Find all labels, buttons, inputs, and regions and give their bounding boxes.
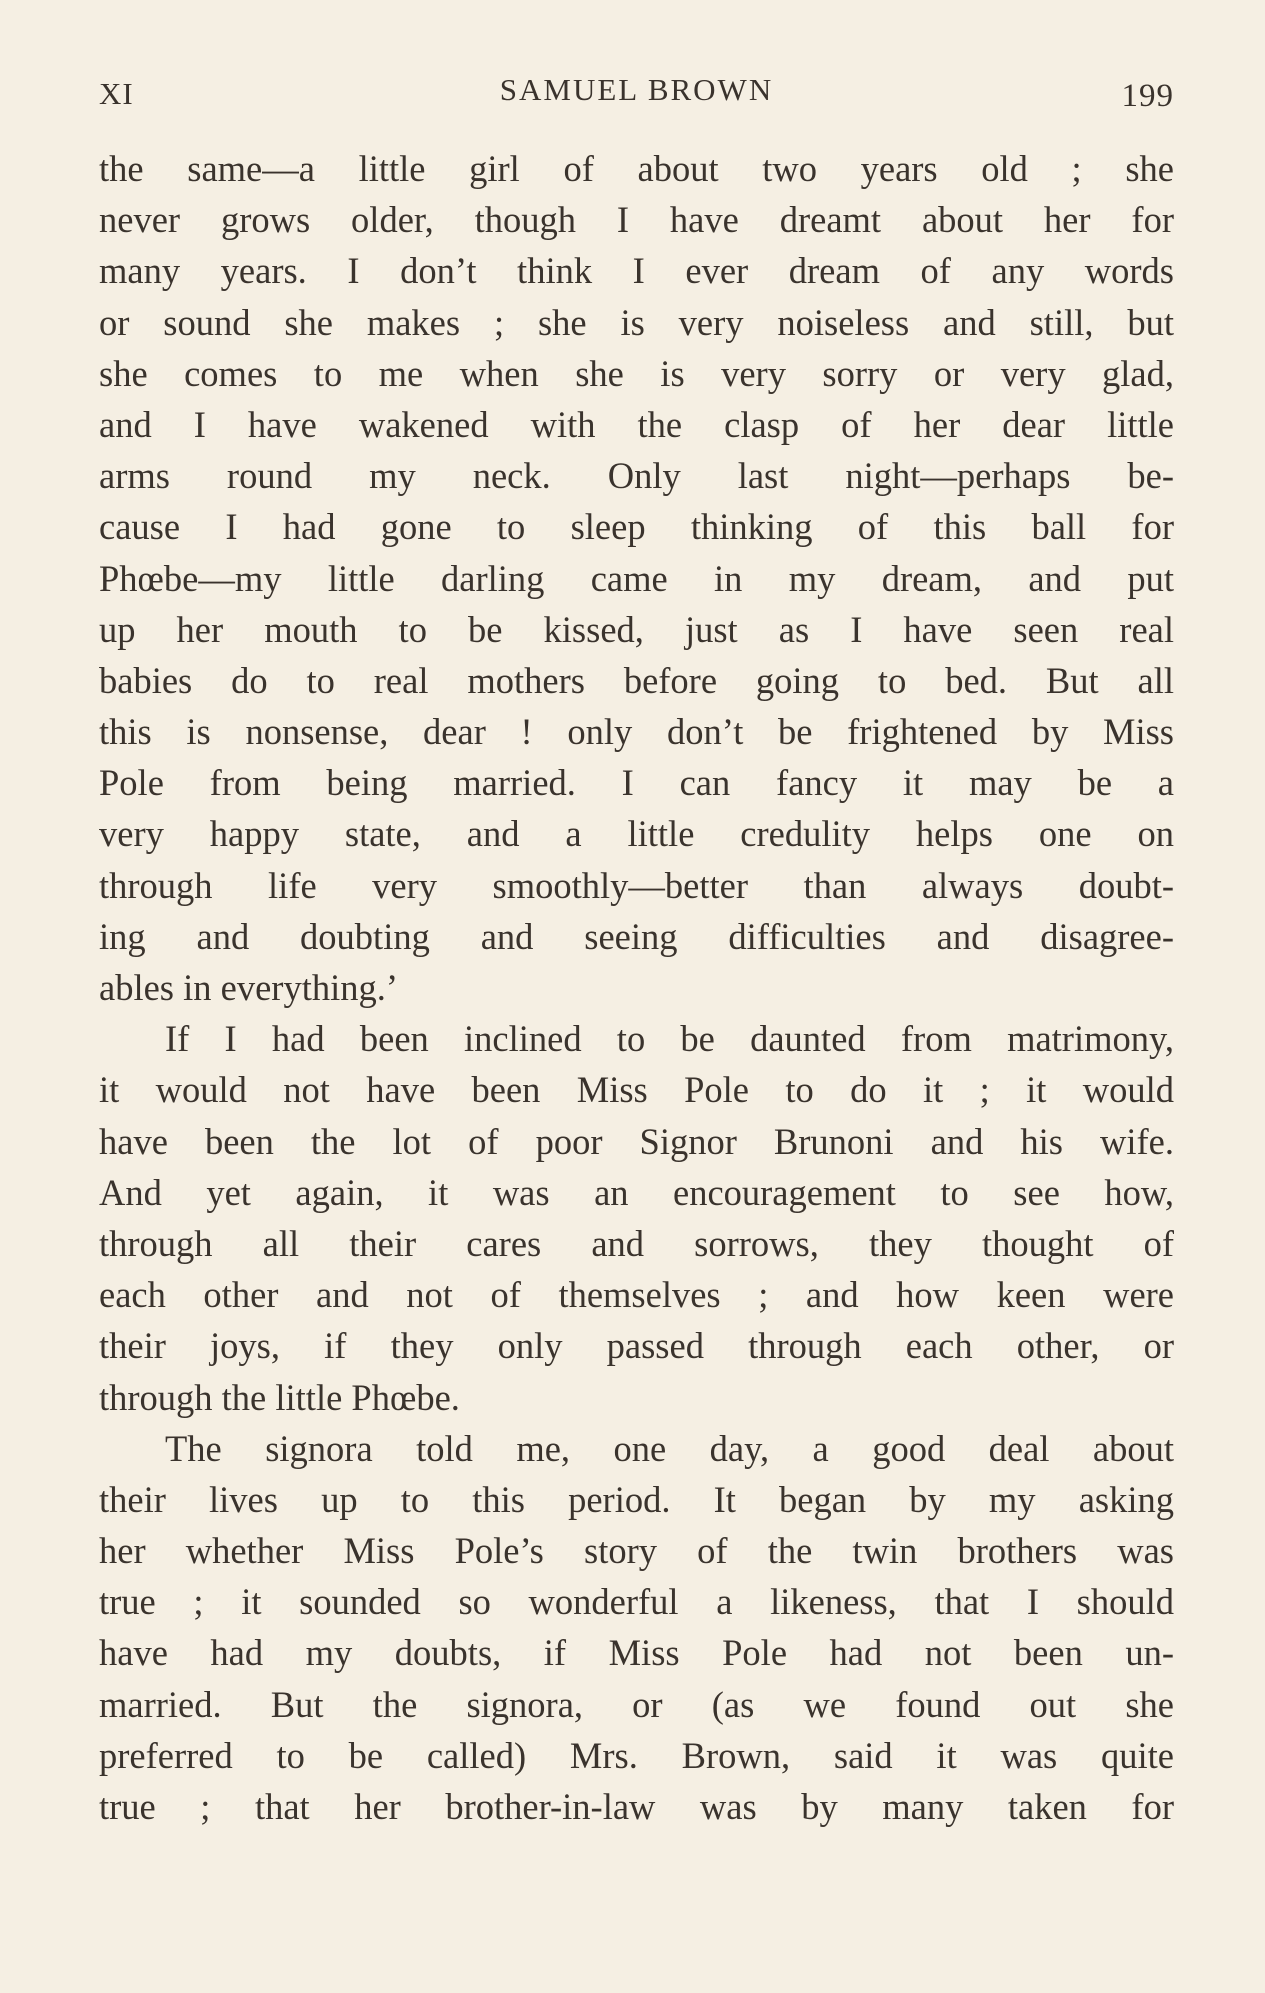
running-head	[99, 70, 1174, 116]
running-title: SAMUEL BROWN	[499, 72, 774, 107]
text-line: true ; it sounded so wonderful a likeness, that I should	[99, 1581, 1174, 1623]
text-line: arms round my neck. Only last night—perhaps be-	[99, 455, 1174, 497]
text-line: up her mouth to be kissed, just as I have seen real	[99, 608, 1174, 650]
text-line: many years. I don’t think I ever dream of any words	[99, 250, 1174, 292]
text-line: cause I had gone to sleep thinking of this ball for	[99, 506, 1174, 548]
text-line: have been the lot of poor Signor Brunoni and his wife.	[99, 1120, 1174, 1162]
text-line: through the little Phœbe.	[99, 1376, 460, 1418]
text-line: she comes to me when she is very sorry or very glad,	[99, 352, 1174, 394]
text-line: their lives up to this period. It began by my asking	[99, 1478, 1174, 1520]
text-line: The signora told me, one day, a good deal about	[165, 1427, 1174, 1469]
text-line: and I have wakened with the clasp of her dear little	[99, 403, 1174, 445]
page-number: 199	[1121, 78, 1174, 114]
text-line: And yet again, it was an encouragement to see how,	[99, 1171, 1174, 1213]
text-line: their joys, if they only passed through each other, or	[99, 1325, 1174, 1367]
text-line: Phœbe—my little darling came in my dream, and put	[99, 557, 1174, 599]
text-line: ing and doubting and seeing difficulties and disagree-	[99, 915, 1174, 957]
text-line: preferred to be called) Mrs. Brown, said it was quite	[99, 1734, 1174, 1776]
text-line: through life very smoothly—better than always doubt-	[99, 864, 1174, 906]
text-line: true ; that her brother-in-law was by many taken for	[99, 1786, 1174, 1827]
text-line: married. But the signora, or (as we found out she	[99, 1683, 1174, 1725]
text-line: her whether Miss Pole’s story of the twin brothers was	[99, 1530, 1174, 1572]
chapter-number: XI	[99, 76, 134, 111]
text-line: this is nonsense, dear ! only don’t be frightened by Miss	[99, 711, 1174, 753]
body-text	[99, 143, 1174, 1832]
text-line: never grows older, though I have dreamt about her for	[99, 199, 1174, 241]
text-line: through all their cares and sorrows, they thought of	[99, 1222, 1174, 1264]
text-line: each other and not of themselves ; and how keen were	[99, 1274, 1174, 1316]
text-line: or sound she makes ; she is very noiseless and still, but	[99, 301, 1174, 343]
text-line: If I had been inclined to be daunted from matrimony,	[165, 1018, 1174, 1060]
text-line: the same—a little girl of about two years old ; she	[99, 148, 1174, 189]
text-line: ables in everything.’	[99, 967, 399, 1008]
text-line: Pole from being married. I can fancy it may be a	[99, 762, 1174, 804]
text-line: it would not have been Miss Pole to do it ; it would	[99, 1069, 1174, 1111]
text-line: babies do to real mothers before going to bed. But all	[99, 659, 1174, 701]
text-line: very happy state, and a little credulity helps one on	[99, 813, 1174, 855]
text-line: have had my doubts, if Miss Pole had not been un-	[99, 1632, 1174, 1674]
